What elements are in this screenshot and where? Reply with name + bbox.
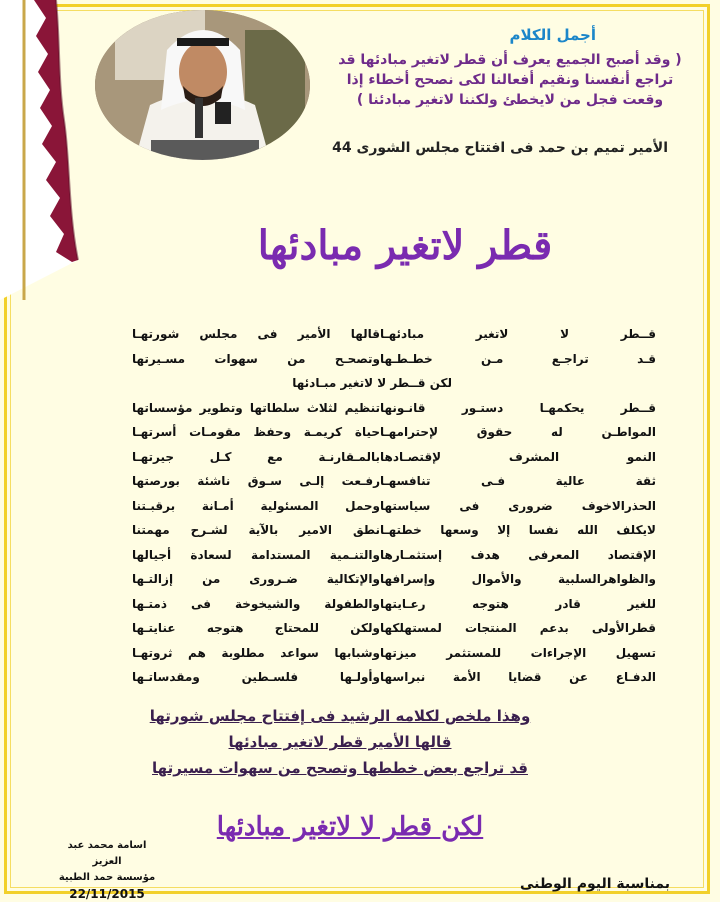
verse	[100, 616, 660, 641]
verse-second-half: وأولـها فلسـطين ومقدساتـها	[132, 670, 380, 684]
emir-portrait-image	[95, 10, 310, 160]
verse-second-half: نطق الامير بالآية لشـرح مهمتنا	[132, 523, 380, 537]
verse-second-half: قالها الأمير فى مجلس شورتهـا	[132, 327, 380, 341]
verse	[100, 469, 660, 494]
poem	[100, 322, 660, 690]
verse	[100, 567, 660, 592]
page-title: قطر لاتغير مبادئها	[257, 222, 553, 269]
verse-second-half: وشبابها سواعد مطلوبة هم ثروتهـا	[132, 645, 380, 660]
verse-first-half: لايكلف الله نفسا إلا وسعها خطتهـا	[380, 523, 656, 537]
verse	[100, 494, 660, 519]
verse-second-half: وتصحـح من سهوات مسـيرتها	[132, 351, 380, 366]
verse-second-half: وحمل المسئولية أمـانة برقبـتنا	[132, 498, 380, 513]
verse-first-half: للغير قادر هتوجه رعـايتها	[380, 596, 656, 611]
quote-title: أجمل الكلام	[509, 26, 596, 44]
verse-first-half: قطرالأولى بدعم المنتجات لمستهلكها	[380, 621, 656, 635]
verse-second-half: والطفولة والشيخوخة فى ذمتـها	[132, 596, 380, 611]
summary-line: قالها الأمير قطر لاتغير مبادئها	[228, 733, 452, 751]
verse	[100, 518, 660, 543]
verse-first-half: المواطـن له حقوق لإحترامهـا	[380, 425, 656, 439]
verse	[100, 641, 660, 666]
verse	[100, 420, 660, 445]
verse-first-half: والظواهرالسلبية والأموال وإسرافها	[380, 572, 656, 586]
verse-first-half: الإقتصاد المعرفى هدف إستثمـارها	[380, 547, 656, 562]
verse-first-half: الدفـاع عن قضايا الأمة نبراسها	[380, 670, 656, 684]
quote-source: الأمير تميم بن حمد فى افتتاح مجلس الشورى 44	[332, 140, 668, 156]
closing-line: لكن قطر لا لاتغير مبادئها	[216, 812, 484, 842]
verse-second-half: والإتكالية ضـرورى من إزالتـها	[132, 572, 380, 586]
verse-first-half: قــطر لا لاتغير مبادئهـا	[380, 327, 656, 341]
signature	[52, 838, 162, 902]
verse-second-half: رفـعت إلـى سـوق ناشئة بورصتها	[132, 474, 380, 488]
verse-second-half: حياة كريمـة وحفظ مقومـات أسرتهـا	[132, 425, 380, 439]
verse	[100, 322, 660, 347]
verse-second-half: والتنـمية المستدامة لسعادة أجيالها	[132, 547, 380, 562]
summary-line: وهذا ملخص لكلامه الرشيد فى إفتتاح مجلس شورتها	[149, 707, 531, 725]
summary-line: قد تراجع بعض خططها وتصحح من سهوات مسيرتها	[152, 759, 528, 777]
verse-first-half: تسهيل الإجراءات للمستثمر ميزتها	[380, 645, 656, 660]
verse	[100, 665, 660, 690]
verse-second-half: ولكن للمحتاج هتوجه عنايتـها	[132, 621, 380, 635]
verse-first-half: الحذرالاخوف ضرورى فى سياستها	[380, 498, 656, 513]
signature-name: اسامة محمد عبد العزيز	[67, 840, 147, 867]
verse-second-half: تنظيم لثلاث سلطاتها وتطوير مؤسساتها	[132, 400, 380, 415]
verse	[100, 445, 660, 470]
occasion-text: بمناسبة اليوم الوطنى	[519, 876, 670, 892]
verse-first-half: النمو المشرف لإقتصـادها	[380, 449, 656, 464]
verse-first-half: قـد تراجـع مـن خطـطـها	[380, 351, 656, 366]
signature-date: 22/11/2015	[69, 887, 145, 901]
summary	[130, 703, 550, 781]
verse	[100, 396, 660, 421]
verse-second-half: بالمـقارنـة مع كـل جيرتهـا	[132, 449, 380, 464]
verse-first-half: ثقة عالية فـى تنافسهـا	[380, 474, 656, 488]
poem-refrain: لكن قــطر لا لاتغير مبـادئها	[292, 376, 452, 390]
quote-text: ( وقد أصبح الجميع يعرف أن قطر لاتغير مبادئها قد تراجع أنفسنا ونقيم أفعالنا لكى نصحح أخطاء إذا وقعت فجل من لايخطئ ولكننا لاتغير مبادئنا )	[338, 52, 682, 108]
verse	[100, 347, 660, 372]
signature-org: مؤسسة حمد الطبية	[58, 872, 156, 883]
verse-first-half: قــطر يحكمهـا دستـور قانـونها	[380, 400, 656, 415]
verse	[100, 543, 660, 568]
verse	[100, 592, 660, 617]
